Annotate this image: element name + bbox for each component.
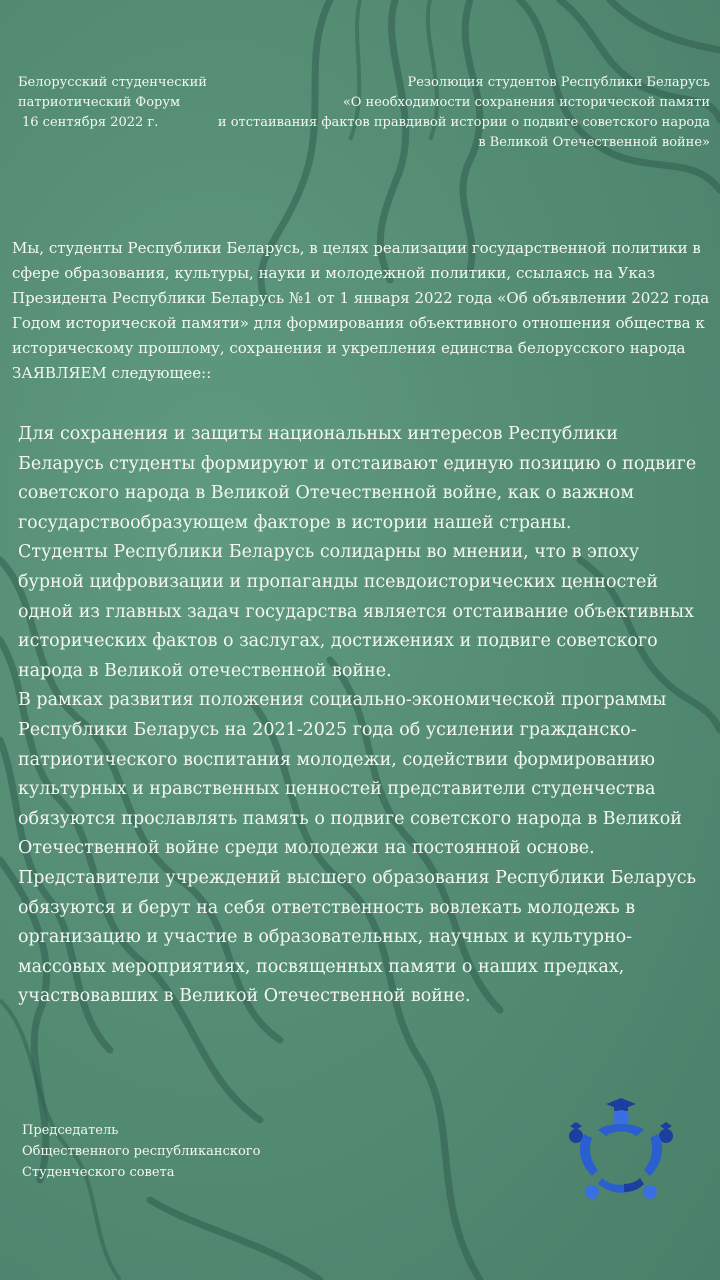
body-paragraph-2: Студенты Республики Беларусь солидарны во мнении, что в эпоху бурной цифровизации и пропаганды псевдоисторических ценностей одной из главных задач государства является отстаивание объективных исторических фактов о заслугах, достижениях и подвиге советского народа в Великой отечественной войне. — [18, 542, 694, 681]
signature-line-2: Общественного республиканского — [22, 1144, 261, 1159]
resolution-title-line-3: и отстаивания фактов правдивой истории о подвиге советского народа — [217, 115, 710, 130]
student-council-logo — [562, 1092, 680, 1204]
resolution-body — [18, 420, 708, 1012]
resolution-title-line-4: в Великой Отечественной войне» — [478, 135, 710, 150]
signature-block — [22, 1120, 342, 1183]
resolution-title-line-1: Резолюция студентов Республики Беларусь — [407, 75, 710, 90]
body-paragraph-1: Для сохранения и защиты национальных интересов Республики Беларусь студенты формируют и отстаивают единую позицию о подвиге советского народа в Великой Отечественной войне, как о важном государствообразующем факторе в истории нашей страны. — [18, 424, 697, 533]
body-paragraph-4: Представители учреждений высшего образования Республики Беларусь обязуются и берут на себя ответственность вовлекать молодежь в организацию и участие в образовательных, научных и культурно-массовых мероприятиях, посвященных памяти о наших предках, участвовавших в Великой Отечественной войне. — [18, 867, 697, 1007]
signature-line-1: Председатель — [22, 1123, 119, 1138]
signature-line-3: Студенческого совета — [22, 1165, 175, 1180]
intro-paragraph: Мы, студенты Республики Беларусь, в целях реализации государственной политики в сфере образования, культуры, науки и молодежной политики, ссылаясь на Указ Президента Республики Беларусь №1 от 1 января 2022 года «Об объявлении 2022 года Годом исторической памяти» для формирования объективного отношения общества к историческому прошлому, сохранения и укрепления единства белорусского народа ЗАЯВЛЯЕМ следующее:: — [12, 239, 710, 382]
body-paragraph-3: В рамках развития положения социально-экономической программы Республики Беларусь на 2021-2025 года об усилении гражданско-патриотического воспитания молодежи, содействии формированию культурных и нравственных ценностей представители студенчества обязуются прославлять память о подвиге советского народа в Великой Отечественной войне среди молодежи на постоянной основе. — [18, 690, 682, 859]
resolution-title-line-2: «О необходимости сохранения исторической памяти — [342, 95, 710, 110]
resolution-title — [190, 73, 710, 153]
forum-name-line-1: Белорусский студенческий — [18, 75, 207, 90]
forum-name-line-2: патриотический Форум — [18, 95, 181, 110]
forum-date: 16 сентября 2022 г. — [22, 115, 159, 130]
